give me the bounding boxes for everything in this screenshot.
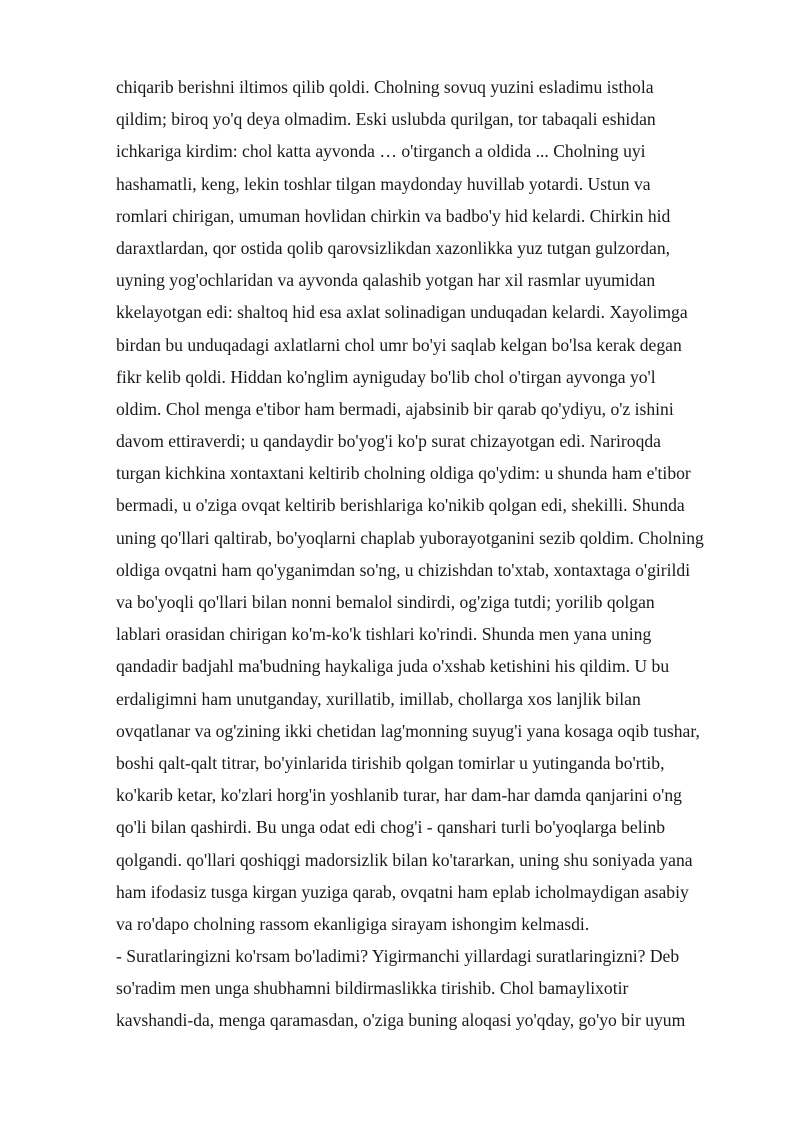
document-page [116, 71, 746, 1037]
text-line: ovqatlanar va og'zining ikki chetidan lag'monning suyug'i yana kosaga oqib tushar, [116, 720, 700, 741]
text-line: bermadi, u o'ziga ovqat keltirib berishlariga ko'nikib qolgan edi, shekilli. Shunda [116, 495, 685, 516]
text-line: erdaligimni ham unutganday, xurillatib, imillab, chollarga xos lanjlik bilan [116, 688, 641, 709]
text-line: ham ifodasiz tusga kirgan yuziga qarab, ovqatni ham eplab icholmaydigan asabiy [116, 881, 689, 902]
text-line: uning qo'llari qaltirab, bo'yoqlarni chaplab yuborayotganini sezib qoldim. Cholning [116, 527, 704, 548]
text-line: oldim. Chol menga e'tibor ham bermadi, ajabsinib bir qarab qo'ydiyu, o'z ishini [116, 398, 674, 419]
text-line: kkelayotgan edi: shaltoq hid esa axlat solinadigan unduqadan kelardi. Xayolimga [116, 302, 688, 323]
text-line: qo'li bilan qashirdi. Bu unga odat edi chog'i - qanshari turli bo'yoqlarga belinb [116, 817, 666, 838]
text-line: ko'karib ketar, ko'zlari horg'in yoshlanib turar, har dam-har damda qanjarini o'ng [116, 785, 682, 806]
text-line: va bo'yoqli qo'llari bilan nonni bemalol sindirdi, og'ziga tutdi; yorilib qolgan [116, 592, 655, 612]
text-line: qildim; biroq yo'q deya olmadim. Eski uslubda qurilgan, tor tabaqali eshidan [116, 109, 656, 130]
text-line: davom ettiraverdi; u qandaydir bo'yog'i ko'p surat chizayotgan edi. Nariroqda [116, 431, 661, 452]
text-line: va ro'dapo cholning rassom ekanligiga sirayam ishongim kelmasdi. [116, 913, 590, 934]
text-line: kavshandi-da, menga qaramasdan, o'ziga buning aloqasi yo'qday, go'yo bir uyum [116, 1010, 686, 1031]
text-line: turgan kichkina xontaxtani keltirib cholning oldiga qo'ydim: u shunda ham e'tibor [116, 463, 691, 484]
text-line: qandadir badjahl ma'budning haykaliga juda o'xshab ketishini his qildim. U bu [116, 656, 670, 677]
text-line: fikr kelib qoldi. Hiddan ko'nglim ayniguday bo'lib chol o'tirgan ayvonga yo'l [116, 366, 656, 387]
text-line: lablari orasidan chirigan ko'm-ko'k tishlari ko'rindi. Shunda men yana uning [116, 624, 652, 645]
text-line: boshi qalt-qalt titrar, bo'yinlarida tirishib qolgan tomirlar u yutinganda bo'rtib, [116, 752, 665, 773]
text-line: uyning yog'ochlaridan va ayvonda qalashib yotgan har xil rasmlar uyumidan [116, 270, 656, 291]
text-line: daraxtlardan, qor ostida qolib qarovsizlikdan xazonlikka yuz tutgan gulzordan, [116, 237, 671, 258]
text-line: hashamatli, keng, lekin toshlar tilgan maydonday huvillab yotardi. Ustun va [116, 173, 651, 194]
text-line: so'radim men unga shubhamni bildirmaslikka tirishib. Chol bamaylixotir [116, 978, 629, 999]
text-line: ichkariga kirdim: chol katta ayvonda … o'tirganch a oldida ... Cholning uyi [116, 141, 646, 162]
text-line: birdan bu unduqadagi axlatlarni chol umr bo'yi saqlab kelgan bo'lsa kerak degan [116, 334, 682, 355]
text-line: qolgandi. qo'llari qoshiqgi madorsizlik bilan ko'tararkan, uning shu soniyada yana [116, 849, 693, 870]
text-line: chiqarib berishni iltimos qilib qoldi. Cholning sovuq yuzini esladimu isthola [116, 77, 654, 97]
text-line: romlari chirigan, umuman hovlidan chirkin va badbo'y hid kelardi. Chirkin hid [116, 205, 671, 226]
text-line: oldiga ovqatni ham qo'yganimdan so'ng, u chizishdan to'xtab, xontaxtaga o'girildi [116, 559, 691, 580]
text-line: - Suratlaringizni ko'rsam bo'ladimi? Yigirmanchi yillardagi suratlaringizni? Deb [116, 946, 680, 967]
